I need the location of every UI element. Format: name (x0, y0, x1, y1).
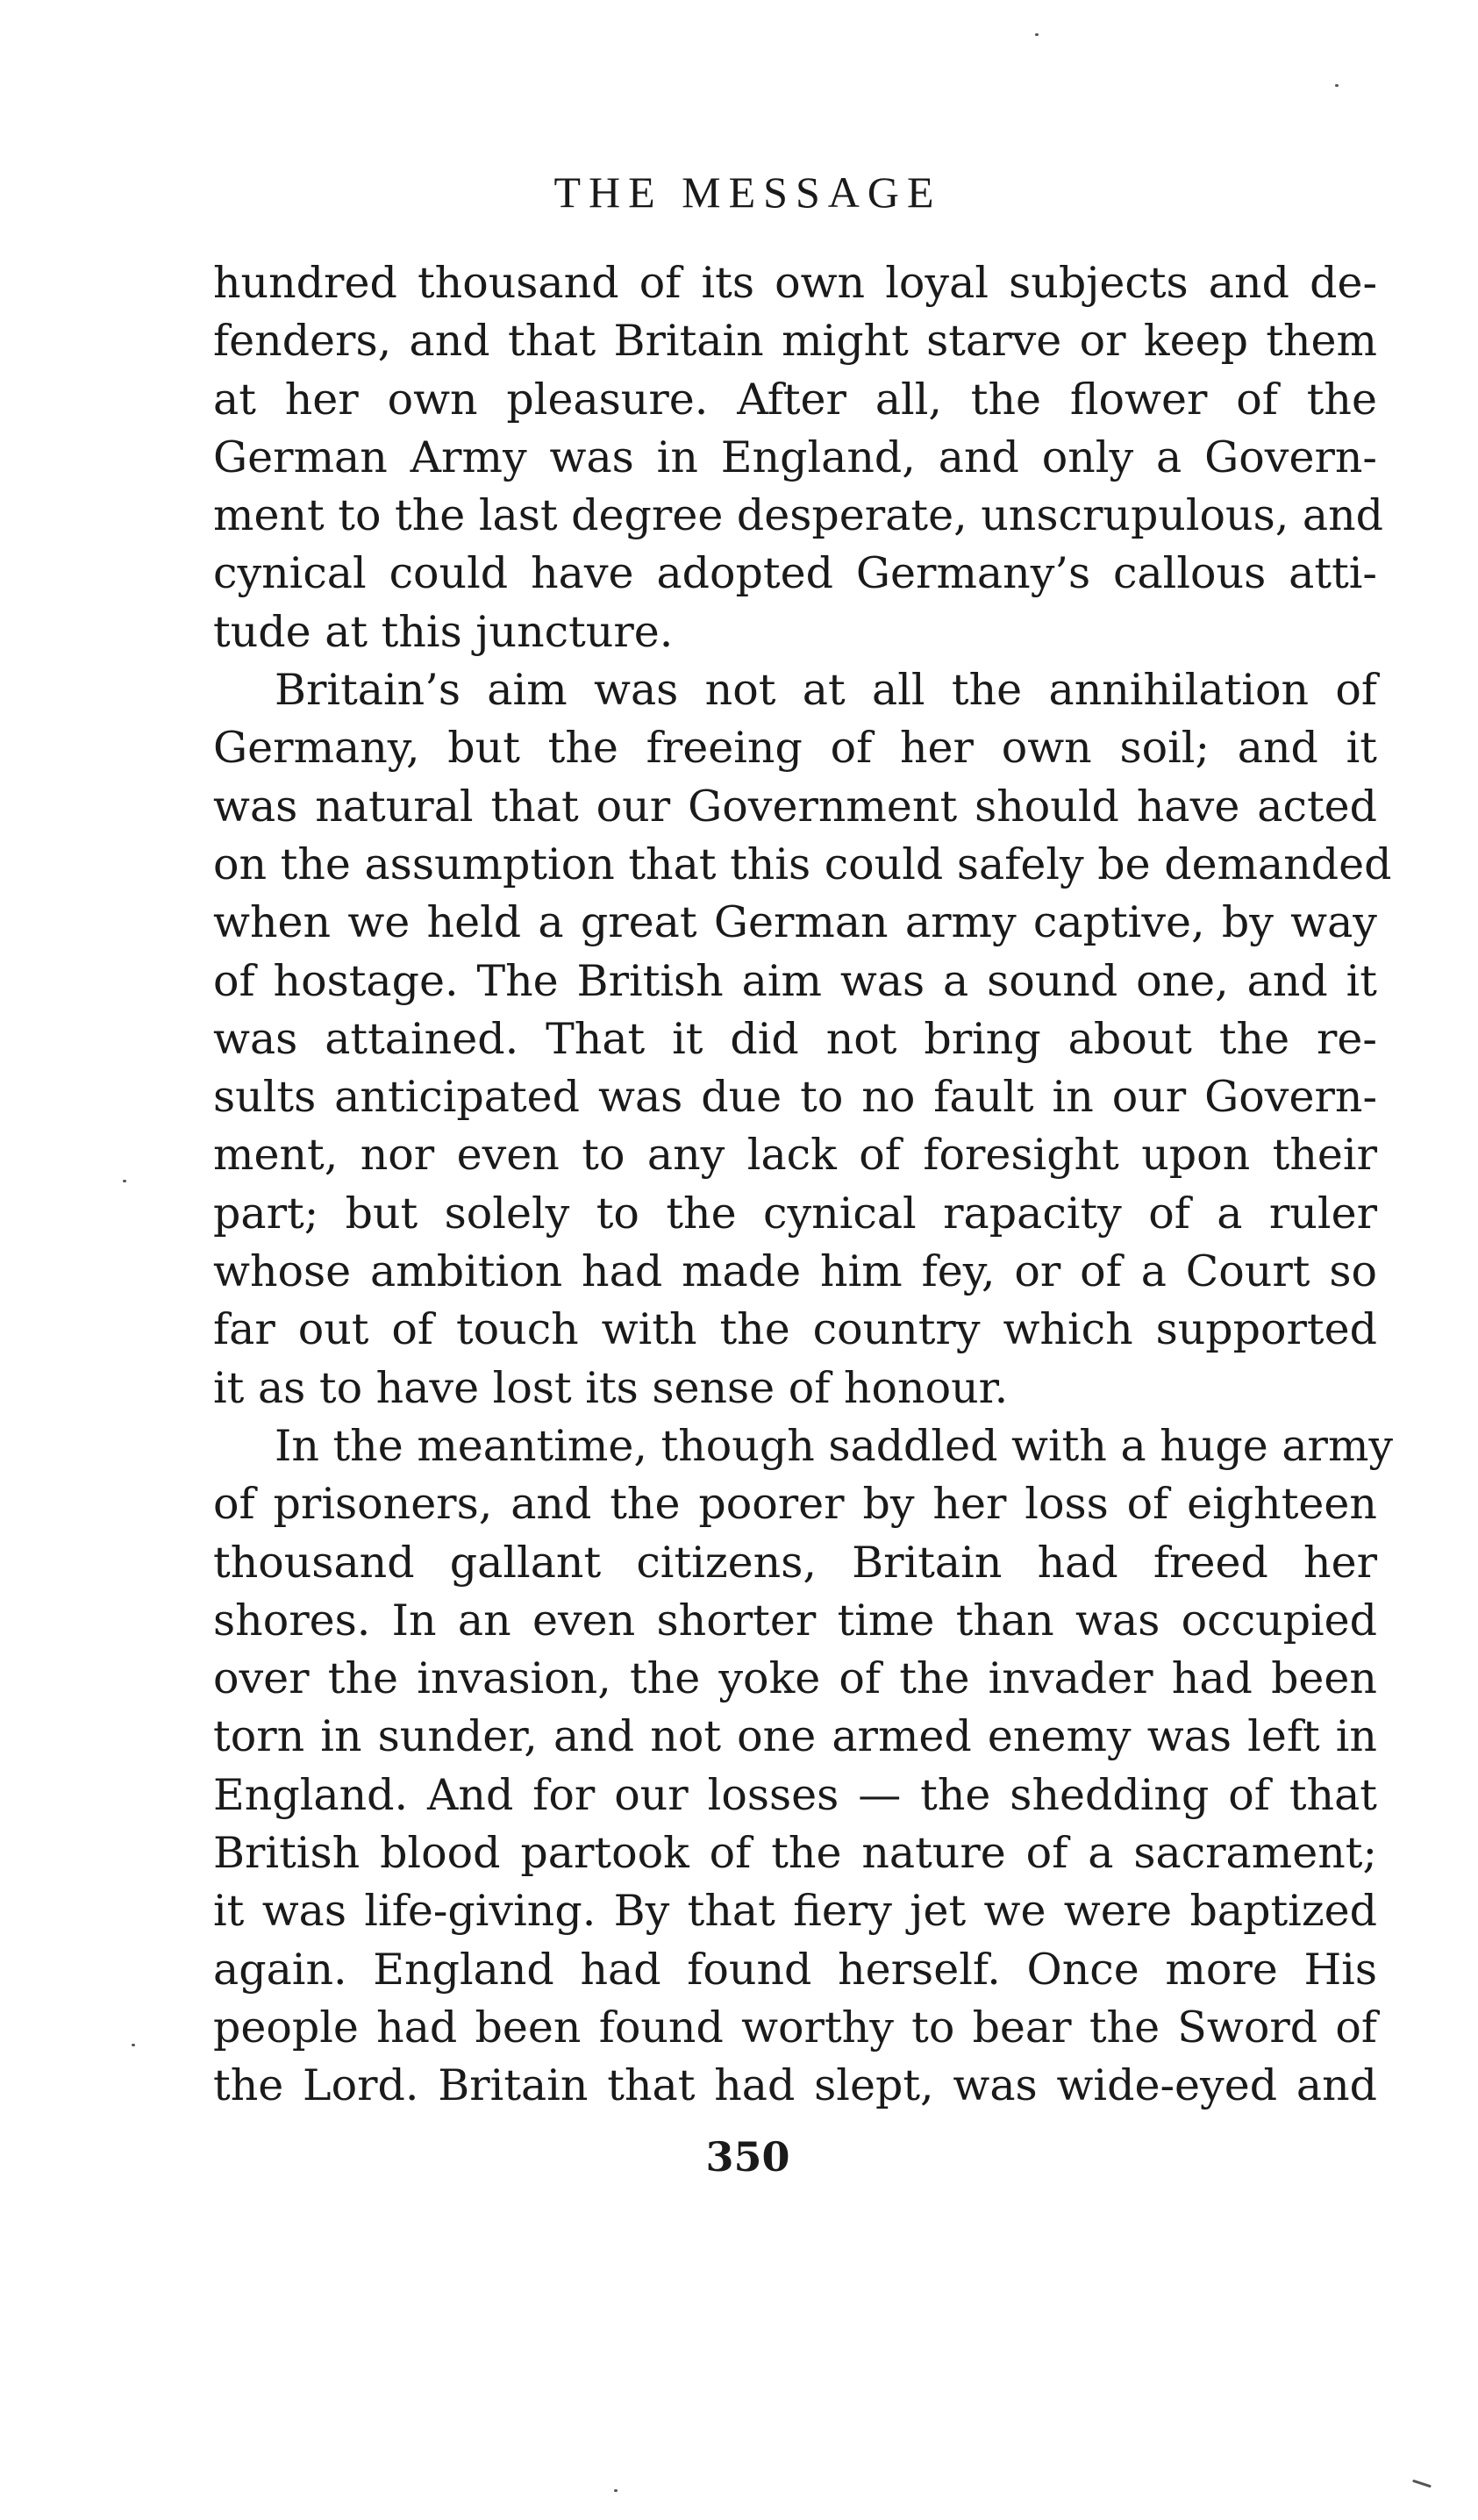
text-line: whose ambition had made him fey, or of a Court so (213, 1246, 1377, 1297)
text-line: tude at this juncture. (213, 606, 674, 657)
text-line: of prisoners, and the poorer by her loss of eighteen (213, 1479, 1377, 1530)
paper-speck (1035, 33, 1039, 36)
text-line: shores. In an even shorter time than was occupied (213, 1595, 1377, 1645)
page-number: 350 (705, 2133, 790, 2181)
text-line: sults anticipated was due to no fault in our Govern- (213, 1072, 1377, 1123)
paper-speck (1412, 2480, 1432, 2488)
text-line: again. England had found herself. Once more His (213, 1944, 1377, 1995)
text-line: people had been found worthy to bear the Sword of (213, 2002, 1377, 2052)
text-line: was attained. That it did not bring about the re- (213, 1013, 1377, 1064)
text-line: British blood partook of the nature of a sacrament; (213, 1828, 1377, 1879)
text-line: ment, nor even to any lack of foresight upon their (213, 1130, 1377, 1181)
running-title: THE MESSAGE (553, 168, 942, 217)
text-line: ment to the last degree desperate, unscrupulous, and (213, 490, 1384, 541)
text-line: the Lord. Britain that had slept, was wide-eyed and (213, 2060, 1377, 2111)
paper-speck (132, 2044, 135, 2046)
paper-speck (123, 1180, 126, 1182)
text-line: cynical could have adopted Germany’s callous atti- (213, 548, 1377, 599)
text-line: of hostage. The British aim was a sound one, and it (213, 955, 1377, 1006)
text-line: Britain’s aim was not at all the annihilation of (275, 665, 1377, 716)
text-line: far out of touch with the country which supported (213, 1304, 1377, 1355)
text-line: England. And for our losses — the shedding of that (213, 1769, 1377, 1820)
text-line: German Army was in England, and only a Govern- (213, 432, 1377, 482)
text-line: was natural that our Government should have acted (213, 781, 1377, 832)
text-line: at her own pleasure. After all, the flower of the (213, 374, 1377, 425)
text-line: on the assumption that this could safely be demanded (213, 839, 1392, 889)
paper-speck (1335, 84, 1339, 87)
text-line: torn in sunder, and not one armed enemy was left in (213, 1711, 1377, 1762)
text-line: hundred thousand of its own loyal subjects and de- (213, 258, 1377, 308)
text-line: it was life-giving. By that fiery jet we were baptized (213, 1886, 1377, 1937)
text-line: over the invasion, the yoke of the invader had been (213, 1653, 1377, 1704)
body-text (213, 254, 1394, 2116)
text-line: thousand gallant citizens, Britain had freed her (213, 1537, 1377, 1588)
text-line: fenders, and that Britain might starve or keep them (213, 316, 1377, 367)
text-line: part; but solely to the cynical rapacity of a ruler (213, 1188, 1377, 1239)
text-line: it as to have lost its sense of honour. (213, 1362, 1009, 1413)
text-line: when we held a great German army captive, by way (213, 897, 1377, 948)
text-line: In the meantime, though saddled with a huge army (275, 1420, 1394, 1471)
paper-speck (614, 2489, 618, 2492)
text-line: Germany, but the freeing of her own soil; and it (213, 723, 1377, 774)
